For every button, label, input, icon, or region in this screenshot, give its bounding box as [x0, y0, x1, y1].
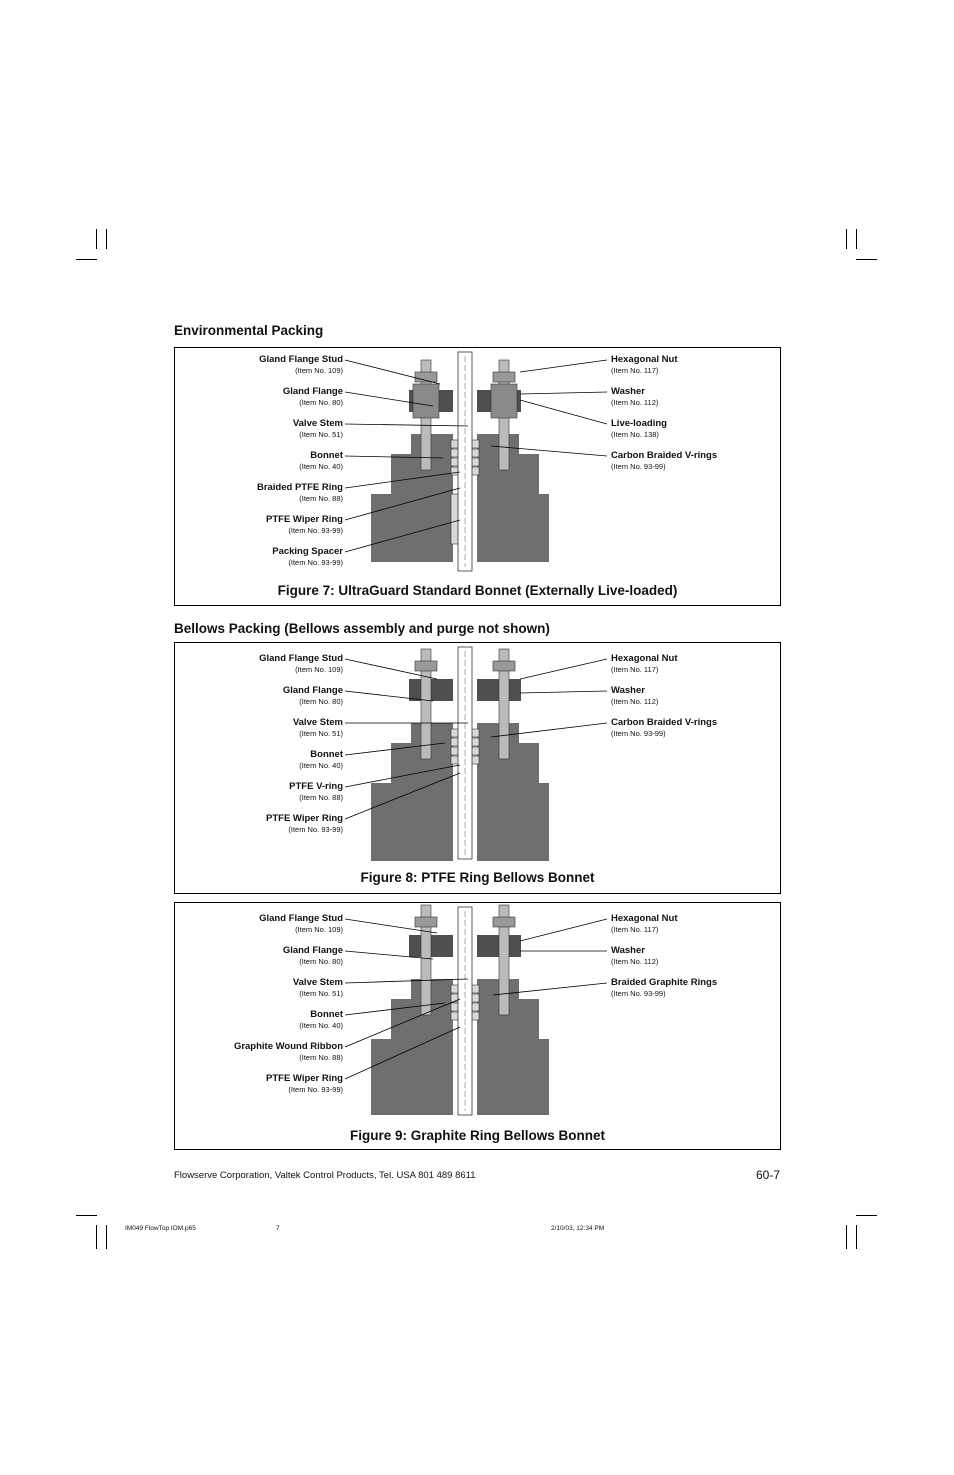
leader-line	[520, 400, 607, 424]
label-left-item: (Item No. 40)	[299, 462, 343, 471]
bonnet-right	[477, 979, 549, 1115]
label-left-name: PTFE Wiper Ring	[266, 514, 343, 525]
bonnet-right	[477, 723, 549, 861]
live-loading-right	[491, 384, 517, 418]
leader-line	[345, 424, 468, 426]
figure-7-caption: Figure 7: UltraGuard Standard Bonnet (Externally Live-loaded)	[277, 583, 678, 598]
label-left-item: (Item No. 93-99)	[288, 1085, 343, 1094]
label-right-item: (Item No. 93-99)	[611, 729, 666, 738]
label-right-name: Carbon Braided V-rings	[611, 717, 718, 728]
label-right-name: Washer	[611, 945, 645, 956]
label-right-name: Hexagonal Nut	[611, 354, 678, 365]
section-title-environmental: Environmental Packing	[174, 323, 324, 338]
label-left-name: Valve Stem	[292, 977, 343, 988]
label-left-item: (Item No. 93-99)	[288, 526, 343, 535]
label-left-name: PTFE Wiper Ring	[266, 813, 343, 824]
section-title-bellows: Bellows Packing (Bellows assembly and purge not shown)	[174, 621, 550, 636]
label-left-name: Valve Stem	[292, 418, 343, 429]
label-right-name: Carbon Braided V-rings	[611, 450, 718, 461]
label-left-item: (Item No. 109)	[295, 366, 343, 375]
bonnet-left	[371, 434, 453, 562]
label-left-name: PTFE V-ring	[289, 781, 343, 792]
leader-line	[520, 659, 607, 679]
footer-company: Flowserve Corporation, Valtek Control Products, Tel. USA 801 489 8611	[174, 1170, 476, 1181]
label-left-item: (Item No. 109)	[295, 665, 343, 674]
label-right-item: (Item No. 138)	[611, 430, 659, 439]
label-left-item: (Item No. 88)	[299, 793, 343, 802]
nut-left	[415, 917, 437, 927]
label-left-item: (Item No. 88)	[299, 1053, 343, 1062]
figure-8-caption: Figure 8: PTFE Ring Bellows Bonnet	[360, 870, 595, 885]
bonnet-left	[371, 979, 453, 1115]
bonnet-right	[477, 434, 549, 562]
label-left-item: (Item No. 80)	[299, 697, 343, 706]
label-left-item: (Item No. 80)	[299, 957, 343, 966]
label-left-name: Bonnet	[310, 450, 343, 461]
label-right-name: Live-loading	[611, 418, 667, 429]
label-right-item: (Item No. 117)	[611, 665, 659, 674]
label-left-name: PTFE Wiper Ring	[266, 1073, 343, 1084]
figure-7-diagram	[175, 348, 780, 579]
label-left-name: Valve Stem	[292, 717, 343, 728]
label-right-item: (Item No. 93-99)	[611, 989, 666, 998]
label-left-name: Gland Flange Stud	[259, 354, 343, 365]
label-left-item: (Item No. 109)	[295, 925, 343, 934]
label-left-item: (Item No. 93-99)	[288, 558, 343, 567]
label-left-item: (Item No. 88)	[299, 494, 343, 503]
slug-file: IM049 FlowTop IOM.p65	[125, 1225, 196, 1232]
label-left-name: Bonnet	[310, 749, 343, 760]
nut-left	[415, 661, 437, 671]
label-left-item: (Item No. 40)	[299, 761, 343, 770]
leader-line	[520, 392, 607, 394]
label-left-item: (Item No. 80)	[299, 398, 343, 407]
figure-9-caption: Figure 9: Graphite Ring Bellows Bonnet	[349, 1128, 606, 1143]
label-right-item: (Item No. 112)	[611, 398, 659, 407]
leader-line	[520, 691, 607, 693]
label-right-item: (Item No. 112)	[611, 957, 659, 966]
label-right-name: Hexagonal Nut	[611, 913, 678, 924]
nut-right	[493, 372, 515, 382]
label-left-item: (Item No. 51)	[299, 729, 343, 738]
figure-8-box	[174, 642, 781, 894]
leader-line	[520, 919, 607, 941]
label-left-name: Gland Flange Stud	[259, 653, 343, 664]
label-right-name: Braided Graphite Rings	[611, 977, 718, 988]
label-left-name: Gland Flange	[282, 685, 343, 696]
label-right-name: Hexagonal Nut	[611, 653, 678, 664]
figure-8-diagram	[175, 643, 780, 867]
label-right-item: (Item No. 112)	[611, 697, 659, 706]
label-right-item: (Item No. 117)	[611, 925, 659, 934]
nut-right	[493, 917, 515, 927]
page-number: 60-7	[755, 1168, 780, 1182]
label-right-name: Washer	[611, 685, 645, 696]
label-left-item: (Item No. 51)	[299, 430, 343, 439]
label-left-item: (Item No. 93-99)	[288, 825, 343, 834]
figure-9-box	[174, 902, 781, 1150]
label-right-item: (Item No. 117)	[611, 366, 659, 375]
label-left-name: Graphite Wound Ribbon	[233, 1041, 343, 1052]
nut-right	[493, 661, 515, 671]
label-left-name: Bonnet	[310, 1009, 343, 1020]
slug-date: 2/10/03, 12:34 PM	[551, 1225, 605, 1232]
label-right-item: (Item No. 93-99)	[611, 462, 666, 471]
live-loading-left	[413, 384, 439, 418]
figure-7-box	[174, 347, 781, 606]
leader-line	[520, 360, 607, 372]
label-left-item: (Item No. 40)	[299, 1021, 343, 1030]
label-left-name: Gland Flange Stud	[259, 913, 343, 924]
label-left-name: Braided PTFE Ring	[256, 482, 343, 493]
label-left-name: Gland Flange	[282, 945, 343, 956]
label-left-name: Packing Spacer	[272, 546, 343, 557]
label-left-name: Gland Flange	[282, 386, 343, 397]
label-left-item: (Item No. 51)	[299, 989, 343, 998]
figure-9-diagram	[175, 903, 780, 1123]
slug-page: 7	[276, 1225, 280, 1232]
label-right-name: Washer	[611, 386, 645, 397]
